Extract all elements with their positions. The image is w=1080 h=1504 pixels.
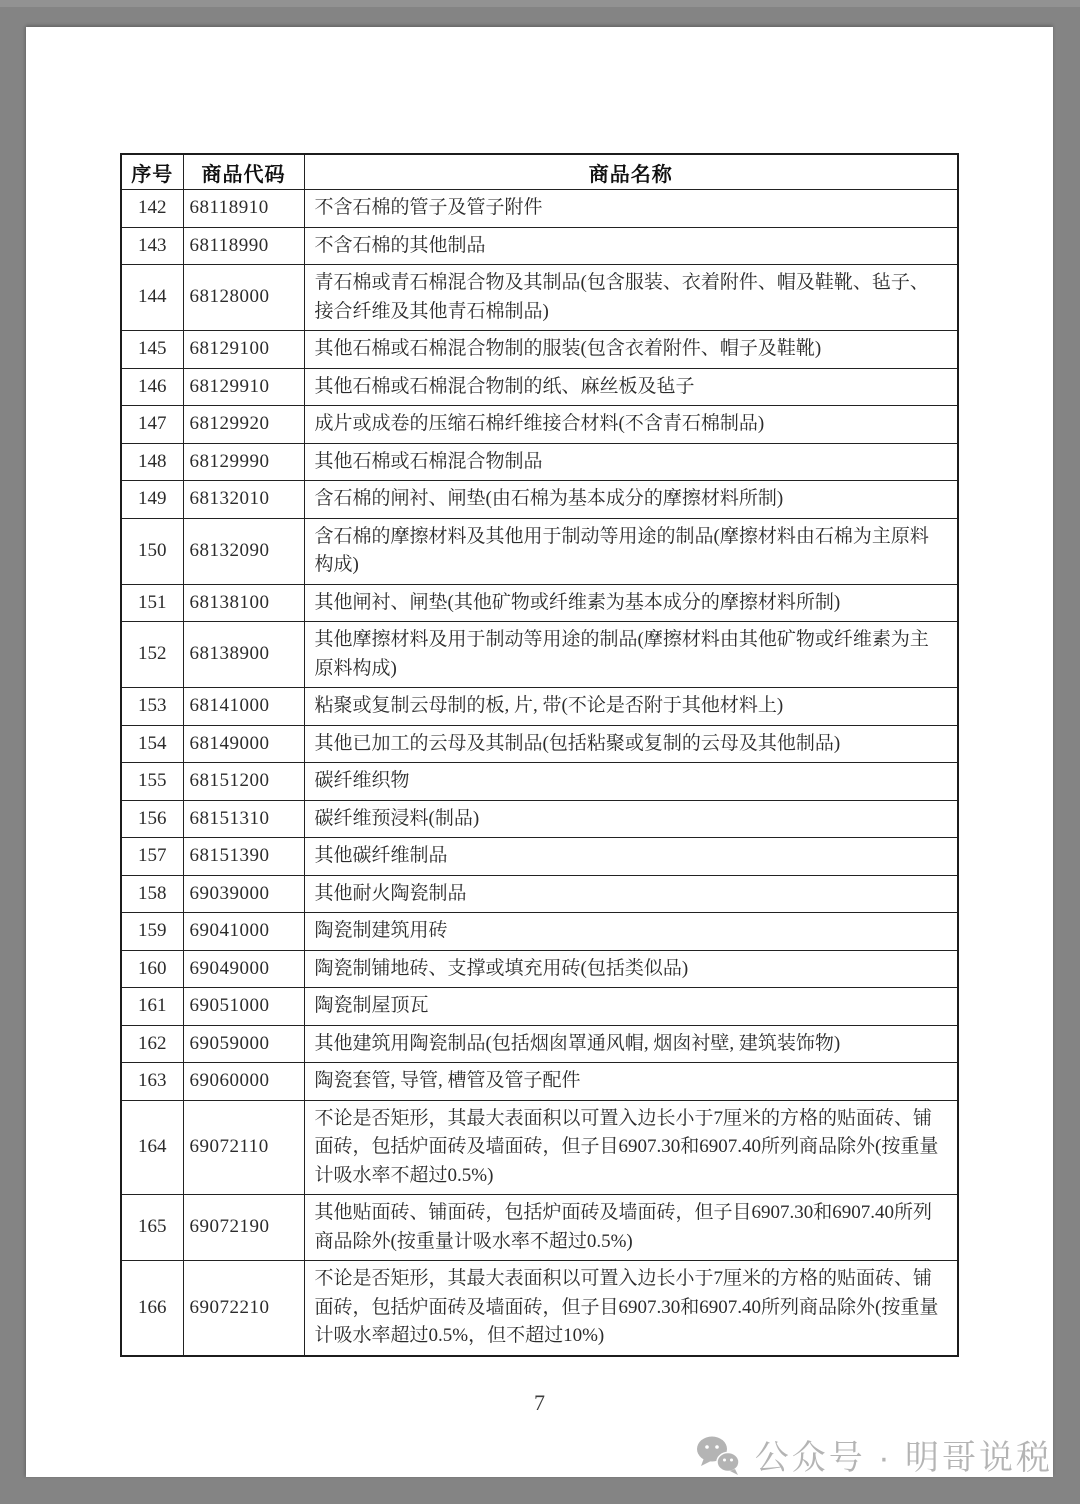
table-row	[121, 227, 958, 265]
cell-name: 含石棉的闸衬、闸垫(由石棉为基本成分的摩擦材料所制)	[304, 481, 958, 519]
cell-code: 69039000	[183, 875, 304, 913]
table-row	[121, 950, 958, 988]
header-seq: 序号	[121, 154, 183, 190]
cell-seq: 150	[121, 518, 183, 584]
cell-name: 其他石棉或石棉混合物制的纸、麻丝板及毡子	[304, 368, 958, 406]
cell-seq: 159	[121, 913, 183, 951]
cell-name: 陶瓷套管, 导管, 槽管及管子配件	[304, 1063, 958, 1101]
table-row	[121, 331, 958, 369]
table-row	[121, 875, 958, 913]
wechat-bubbles-icon	[695, 1435, 741, 1475]
table-row	[121, 190, 958, 228]
cell-name: 碳纤维预浸料(制品)	[304, 800, 958, 838]
cell-seq: 145	[121, 331, 183, 369]
cell-name: 陶瓷制建筑用砖	[304, 913, 958, 951]
cell-code: 68151200	[183, 763, 304, 801]
cell-name: 青石棉或青石棉混合物及其制品(包含服装、衣着附件、帽及鞋靴、毡子、接合纤维及其他青石棉制品)	[304, 265, 958, 331]
cell-code: 68129910	[183, 368, 304, 406]
cell-name: 不含石棉的管子及管子附件	[304, 190, 958, 228]
cell-name: 碳纤维织物	[304, 763, 958, 801]
cell-seq: 166	[121, 1261, 183, 1356]
table-row	[121, 584, 958, 622]
watermark-text: 公众号 · 明哥说税	[754, 1439, 1053, 1477]
cell-name: 其他已加工的云母及其制品(包括粘聚或复制的云母及其他制品)	[304, 725, 958, 763]
table-row	[121, 1063, 958, 1101]
header-name: 商品名称	[304, 154, 958, 190]
cell-code: 68151310	[183, 800, 304, 838]
cell-code: 68138100	[183, 584, 304, 622]
table-row	[121, 481, 958, 519]
cell-code: 68132090	[183, 518, 304, 584]
cell-code: 69072190	[183, 1195, 304, 1261]
cell-name: 其他建筑用陶瓷制品(包括烟囱罩通风帽, 烟囱衬壁, 建筑装饰物)	[304, 1025, 958, 1063]
table-row	[121, 406, 958, 444]
cell-code: 69060000	[183, 1063, 304, 1101]
header-code: 商品代码	[183, 154, 304, 190]
cell-seq: 161	[121, 988, 183, 1026]
cell-name: 成片或成卷的压缩石棉纤维接合材料(不含青石棉制品)	[304, 406, 958, 444]
cell-code: 69072210	[183, 1261, 304, 1356]
cell-name: 其他碳纤维制品	[304, 838, 958, 876]
table-row	[121, 1100, 958, 1195]
table-row	[121, 800, 958, 838]
cell-seq: 147	[121, 406, 183, 444]
cell-seq: 143	[121, 227, 183, 265]
cell-name: 陶瓷制铺地砖、支撑或填充用砖(包括类似品)	[304, 950, 958, 988]
table-row	[121, 265, 958, 331]
cell-code: 69049000	[183, 950, 304, 988]
table-row	[121, 368, 958, 406]
goods-table	[120, 153, 959, 1357]
cell-code: 68118990	[183, 227, 304, 265]
cell-code: 68138900	[183, 622, 304, 688]
table-row	[121, 988, 958, 1026]
cell-name: 粘聚或复制云母制的板, 片, 带(不论是否附于其他材料上)	[304, 688, 958, 726]
cell-seq: 152	[121, 622, 183, 688]
table-row	[121, 1195, 958, 1261]
table-row	[121, 763, 958, 801]
table-row	[121, 443, 958, 481]
cell-seq: 142	[121, 190, 183, 228]
cell-name: 含石棉的摩擦材料及其他用于制动等用途的制品(摩擦材料由石棉为主原料构成)	[304, 518, 958, 584]
watermark	[695, 1430, 1053, 1479]
table-row	[121, 1025, 958, 1063]
cell-seq: 162	[121, 1025, 183, 1063]
cell-seq: 149	[121, 481, 183, 519]
document-page	[26, 27, 1053, 1477]
cell-seq: 155	[121, 763, 183, 801]
cell-code: 68129990	[183, 443, 304, 481]
table-row	[121, 913, 958, 951]
cell-code: 68128000	[183, 265, 304, 331]
cell-name: 其他石棉或石棉混合物制的服装(包含衣着附件、帽子及鞋靴)	[304, 331, 958, 369]
table-row	[121, 838, 958, 876]
cell-seq: 160	[121, 950, 183, 988]
scan-background-strip	[0, 0, 1080, 7]
cell-code: 68141000	[183, 688, 304, 726]
cell-seq: 153	[121, 688, 183, 726]
table-body	[121, 190, 958, 1356]
cell-code: 68129920	[183, 406, 304, 444]
cell-code: 68149000	[183, 725, 304, 763]
cell-seq: 158	[121, 875, 183, 913]
cell-seq: 164	[121, 1100, 183, 1195]
cell-code: 68132010	[183, 481, 304, 519]
table-row	[121, 725, 958, 763]
cell-code: 69072110	[183, 1100, 304, 1195]
cell-name: 其他闸衬、闸垫(其他矿物或纤维素为基本成分的摩擦材料所制)	[304, 584, 958, 622]
cell-code: 68118910	[183, 190, 304, 228]
cell-seq: 146	[121, 368, 183, 406]
table-row	[121, 688, 958, 726]
cell-code: 68151390	[183, 838, 304, 876]
cell-name: 不论是否矩形，其最大表面积以可置入边长小于7厘米的方格的贴面砖、铺面砖，包括炉面砖及墙面砖，但子目6907.30和6907.40所列商品除外(按重量计吸水率超过0.5%，但不超过10%)	[304, 1261, 958, 1356]
cell-seq: 144	[121, 265, 183, 331]
cell-name: 不论是否矩形，其最大表面积以可置入边长小于7厘米的方格的贴面砖、铺面砖，包括炉面砖及墙面砖，但子目6907.30和6907.40所列商品除外(按重量计吸水率不超过0.5%)	[304, 1100, 958, 1195]
cell-seq: 154	[121, 725, 183, 763]
page-number: 7	[534, 1390, 545, 1415]
cell-code: 68129100	[183, 331, 304, 369]
cell-code: 69051000	[183, 988, 304, 1026]
table-row	[121, 622, 958, 688]
cell-name: 不含石棉的其他制品	[304, 227, 958, 265]
cell-name: 其他耐火陶瓷制品	[304, 875, 958, 913]
cell-name: 陶瓷制屋顶瓦	[304, 988, 958, 1026]
cell-seq: 148	[121, 443, 183, 481]
cell-code: 69041000	[183, 913, 304, 951]
cell-name: 其他摩擦材料及用于制动等用途的制品(摩擦材料由其他矿物或纤维素为主原料构成)	[304, 622, 958, 688]
goods-table-container	[120, 153, 957, 1357]
cell-name: 其他石棉或石棉混合物制品	[304, 443, 958, 481]
table-row	[121, 518, 958, 584]
cell-seq: 165	[121, 1195, 183, 1261]
cell-seq: 163	[121, 1063, 183, 1101]
cell-seq: 157	[121, 838, 183, 876]
cell-seq: 156	[121, 800, 183, 838]
header-row	[121, 154, 958, 190]
cell-name: 其他贴面砖、铺面砖，包括炉面砖及墙面砖，但子目6907.30和6907.40所列商品除外(按重量计吸水率不超过0.5%)	[304, 1195, 958, 1261]
cell-seq: 151	[121, 584, 183, 622]
goods-table-header	[121, 154, 958, 190]
table-row	[121, 1261, 958, 1356]
cell-code: 69059000	[183, 1025, 304, 1063]
